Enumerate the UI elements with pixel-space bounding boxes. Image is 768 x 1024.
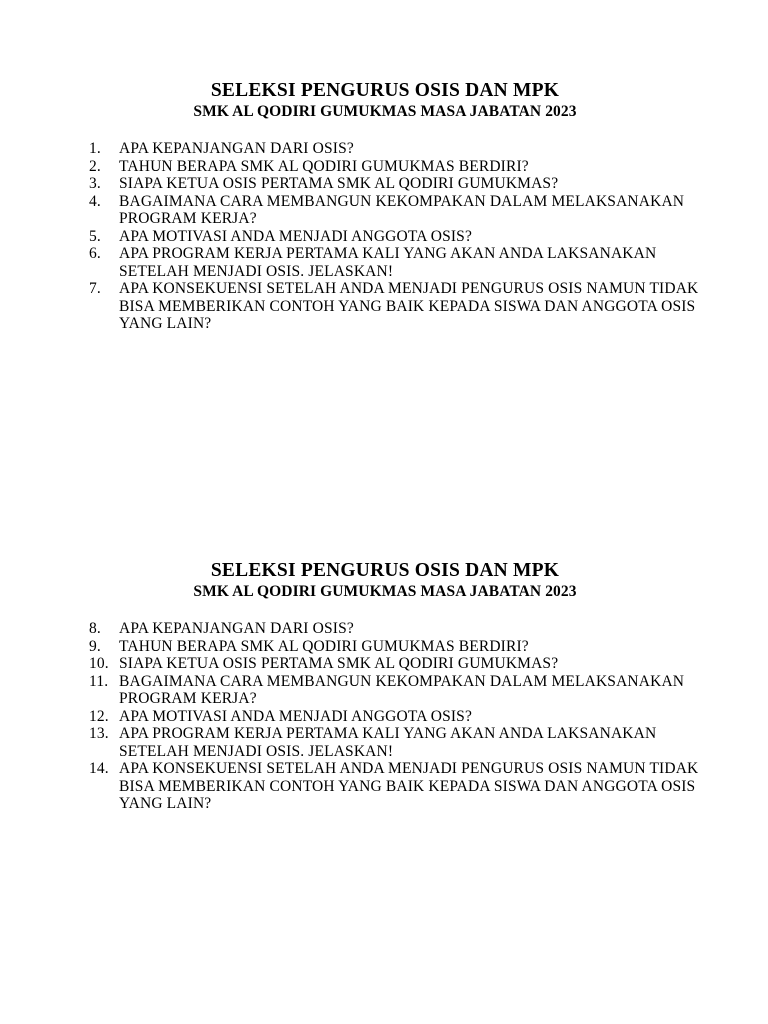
question-item xyxy=(0,638,768,656)
question-item xyxy=(0,280,768,333)
question-text: APA KONSEKUENSI SETELAH ANDA MENJADI PENGURUS OSIS NAMUN TIDAK BISA MEMBERIKAN CONTOH YANG BAIK KEPADA SISWA DAN ANGGOTA OSIS YANG LAIN? xyxy=(119,760,699,812)
question-number: 10. xyxy=(89,655,109,672)
question-item xyxy=(0,175,768,193)
question-text: APA KEPANJANGAN DARI OSIS? xyxy=(119,140,354,157)
question-item xyxy=(0,193,768,228)
question-number: 2. xyxy=(89,157,101,175)
question-number: 5. xyxy=(89,227,101,245)
question-item xyxy=(0,620,768,638)
question-list xyxy=(0,620,768,813)
question-number: 14. xyxy=(89,760,109,777)
question-text: BAGAIMANA CARA MEMBANGUN KEKOMPAKAN DALAM MELAKSANAKAN PROGRAM KERJA? xyxy=(119,672,685,707)
question-text: APA PROGRAM KERJA PERTAMA KALI YANG AKAN ANDA LAKSANAKAN SETELAH MENJADI OSIS. JELASKAN! xyxy=(119,245,657,280)
question-item xyxy=(0,760,768,813)
question-sheet-section-1 xyxy=(0,80,768,333)
question-number: 3. xyxy=(89,175,101,192)
question-text: APA KEPANJANGAN DARI OSIS? xyxy=(119,620,354,637)
question-text: BAGAIMANA CARA MEMBANGUN KEKOMPAKAN DALAM MELAKSANAKAN PROGRAM KERJA? xyxy=(119,192,685,227)
question-text: SIAPA KETUA OSIS PERTAMA SMK AL QODIRI GUMUKMAS? xyxy=(119,655,559,672)
question-text: APA MOTIVASI ANDA MENJADI ANGGOTA OSIS? xyxy=(119,227,472,245)
question-item xyxy=(0,708,768,726)
question-number: 13. xyxy=(89,725,109,742)
question-number: 12. xyxy=(89,707,109,725)
sheet-subtitle: SMK AL QODIRI GUMUKMAS MASA JABATAN 2023 xyxy=(193,583,577,600)
sheet-title: SELEKSI PENGURUS OSIS DAN MPK xyxy=(210,80,560,101)
question-text: APA MOTIVASI ANDA MENJADI ANGGOTA OSIS? xyxy=(119,707,472,725)
question-text: TAHUN BERAPA SMK AL QODIRI GUMUKMAS BERDIRI? xyxy=(119,637,529,655)
question-item xyxy=(0,655,768,673)
question-text: APA KONSEKUENSI SETELAH ANDA MENJADI PENGURUS OSIS NAMUN TIDAK BISA MEMBERIKAN CONTOH YANG BAIK KEPADA SISWA DAN ANGGOTA OSIS YANG LAIN? xyxy=(119,280,699,332)
sheet-title: SELEKSI PENGURUS OSIS DAN MPK xyxy=(210,560,560,581)
question-item xyxy=(0,228,768,246)
question-list xyxy=(0,140,768,333)
question-number: 4. xyxy=(89,192,101,210)
question-number: 6. xyxy=(89,245,101,262)
question-item xyxy=(0,140,768,158)
question-text: APA PROGRAM KERJA PERTAMA KALI YANG AKAN ANDA LAKSANAKAN SETELAH MENJADI OSIS. JELASKAN! xyxy=(119,725,657,760)
question-item xyxy=(0,725,768,760)
question-sheet-section-2 xyxy=(0,560,768,813)
question-number: 8. xyxy=(89,620,101,637)
question-number: 7. xyxy=(89,280,101,297)
question-number: 11. xyxy=(89,672,109,690)
question-number: 9. xyxy=(89,637,101,655)
question-text: SIAPA KETUA OSIS PERTAMA SMK AL QODIRI GUMUKMAS? xyxy=(119,175,559,192)
sheet-subtitle: SMK AL QODIRI GUMUKMAS MASA JABATAN 2023 xyxy=(193,103,577,120)
question-number: 1. xyxy=(89,140,101,157)
question-item xyxy=(0,673,768,708)
question-item xyxy=(0,158,768,176)
question-item xyxy=(0,245,768,280)
question-text: TAHUN BERAPA SMK AL QODIRI GUMUKMAS BERDIRI? xyxy=(119,157,529,175)
